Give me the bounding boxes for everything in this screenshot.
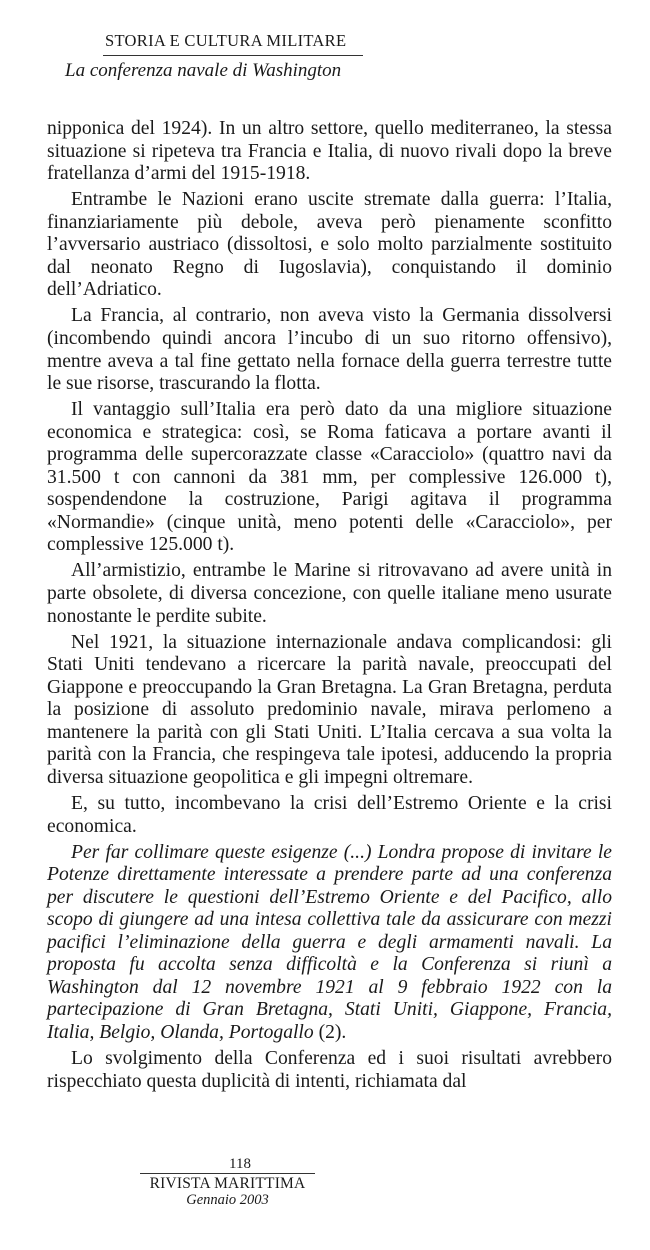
- paragraph: Lo svolgimento della Conferenza ed i suoi risultati avrebbero rispecchiato questa duplicità di intenti, richiamata dal: [47, 1048, 612, 1092]
- article-title: La conferenza navale di Washington: [65, 60, 342, 81]
- article-body: [47, 118, 612, 1097]
- magazine-name: RIVISTA MARITTIMA: [149, 1175, 306, 1192]
- paragraph: Entrambe le Nazioni erano uscite stremate dalla guerra: l’Italia, finanziariamente più debole, aveva però pienamente sconfitto l’avversario austriaco (dissoltosi, e solo molto parzialmente sostituito dal neonato Regno di Iugoslavia), conquistando il dominio dell’Adriatico.: [47, 189, 612, 301]
- page-number: 118: [229, 1156, 251, 1172]
- issue-date: Gennaio 2003: [186, 1192, 269, 1208]
- quote-text: Per far collimare queste esigenze (...) Londra propose di invitare le Potenze direttamente interessate a prendere parte ad una conferenza per discutere le questioni dell’Estremo Oriente e del Pacifico, allo scopo di giungere ad una intesa collettiva tale da assicurare con mezzi pacifici l’eliminazione della guerra e degli armamenti navali. La proposta fu accolta senza difficoltà e la Conferenza si riunì a Washington dal 12 novembre 1921 al 9 febbraio 1922 con la partecipazione di Gran Bretagna, Stati Uniti, Giappone, Francia, Italia, Belgio, Olanda, Portogallo: [47, 841, 612, 1043]
- paragraph: nipponica del 1924). In un altro settore, quello mediterraneo, la stessa situazione si ripeteva tra Francia e Italia, di nuovo rivali dopo la breve fratellanza d’armi del 1915-1918.: [47, 118, 612, 185]
- paragraph: La Francia, al contrario, non aveva visto la Germania dissolversi (incombendo quindi ancora l’incubo di un suo ritorno offensivo), mentre aveva a tal fine gettato nella fornace della guerra terrestre tutte le sue risorse, trascurando la flotta.: [47, 305, 612, 395]
- paragraph: Il vantaggio sull’Italia era però dato da una migliore situazione economica e strategica: così, se Roma faticava a portare avanti il programma delle supercorazzate classe «Caracciolo» (quattro navi da 31.500 t con cannoni da 381 mm, per complessive 126.000 t), sospendendone la costruzione, Parigi agitava il programma «Normandie» (cinque unità, meno potenti delle «Caracciolo», per complessive 125.000 t).: [47, 399, 612, 556]
- paragraph: Nel 1921, la situazione internazionale andava complicandosi: gli Stati Uniti tendevano a ricercare la parità navale, preoccupati del Giappone e preoccupando la Gran Bretagna. La Gran Bretagna, perduta la posizione di assoluto predominio navale, mirava perlomeno a mantenere la parità con gli Stati Uniti. L’Italia cercava a sua volta la parità con la Francia, che respingeva tale ipotesi, adducendo la propria diversa situazione geopolitica e gli impegni oltremare.: [47, 631, 612, 788]
- footnote-reference: (2).: [313, 1021, 347, 1043]
- section-title: STORIA E CULTURA MILITARE: [105, 31, 347, 50]
- quoted-paragraph: [47, 842, 612, 1045]
- paragraph: All’armistizio, entrambe le Marine si ritrovavano ad avere unità in parte obsolete, di diversa concezione, con quelle italiane meno usurate nonostante le perdite subite.: [47, 560, 612, 627]
- paragraph: E, su tutto, incombevano la crisi dell’Estremo Oriente e la crisi economica.: [47, 792, 612, 837]
- header-divider: [103, 55, 363, 56]
- footer-divider: [140, 1173, 315, 1174]
